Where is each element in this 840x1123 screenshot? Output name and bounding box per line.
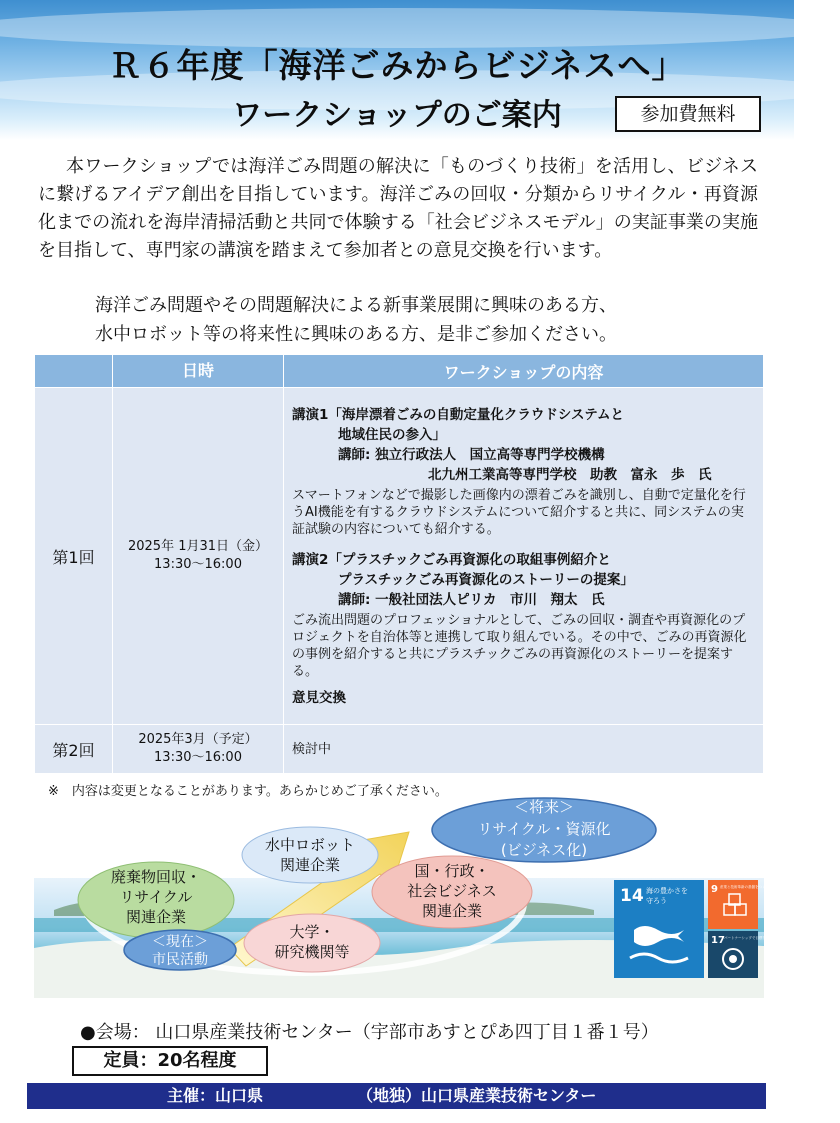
waste-text: 廃棄物回収・	[110, 868, 202, 886]
waste-text: リサイクル	[119, 888, 193, 906]
future-text: リサイクル・資源化	[477, 820, 611, 838]
page-subtitle: ワークショップのご案内	[232, 98, 562, 133]
sdg17-number: 17	[711, 935, 725, 946]
invite-line: 海洋ごみ問題やその問題解決による新事業展開に興味のある方、	[95, 295, 617, 316]
footer-bar	[27, 1083, 766, 1109]
lecture-title: プラスチックごみ再資源化のストーリーの提案」	[338, 571, 634, 588]
table-header-row	[35, 355, 764, 388]
invite-line: 水中ロボット等の将来性に興味のある方、是非ご参加ください。	[95, 324, 617, 345]
table-header-content: ワークショップの内容	[284, 355, 764, 388]
discussion-label: 意見交換	[292, 689, 346, 706]
round-date: 2025年 1月31日（金）	[127, 539, 269, 554]
round-date: 2025年3月（予定）	[138, 732, 258, 747]
table-row	[35, 388, 764, 725]
invite-text	[95, 291, 755, 349]
capacity: 定員：20名程度	[72, 1046, 268, 1076]
future-text: (ビジネス化)	[500, 841, 588, 859]
round-content	[284, 388, 764, 725]
sdg9-number: 9	[711, 884, 718, 895]
table-header-round	[35, 355, 113, 388]
lecture-description: ごみ流出問題のプロフェッショナルとして、ごみの回収・調査や再資源化のプロジェクトを自治体等と連携して取り組んでいる。その中で、ごみの再資源化の事例を紹介すると共にプラスチックごみの再資源化のストーリーを提案する。	[292, 612, 747, 679]
round-label: 第2回	[35, 725, 113, 774]
lecture-title: 講演2「プラスチックごみ再資源化の取組事例紹介と	[292, 551, 611, 568]
round-content: 検討中	[284, 725, 764, 774]
round-date-cell	[113, 388, 284, 725]
co-organizer: （地独）山口県産業技術センター	[357, 1086, 597, 1105]
gov-text: 関連企業	[421, 902, 483, 920]
sdg9-text: 産業と技術革新の基盤をつくろう	[720, 885, 773, 889]
robot-text: 水中ロボット	[264, 836, 356, 854]
intro-text	[38, 153, 758, 265]
current-text: 市民活動	[152, 952, 208, 968]
sdg17-text: パートナーシップで目標を達成しよう	[724, 936, 784, 940]
change-note: ※ 内容は変更となることがあります。あらかじめご了承ください。	[48, 784, 448, 799]
university-text: 大学・	[289, 923, 335, 941]
waste-text: 関連企業	[125, 908, 187, 926]
gov-text: 社会ビジネス	[407, 882, 497, 900]
intro-paragraph: 本ワークショップでは海洋ごみ問題の解決に「ものづくり技術」を活用し、ビジネスに繋げるアイデア創出を目指しています。海洋ごみの回収・分類からリサイクル・再資源化までの流れを海岸清掃活動と共同で体験する「社会ビジネスモデル」の実証事業の実施を目指して、専門家の講演を踏まえて参加者との意見交換を行います。	[38, 156, 758, 261]
page-title: Ｒ６年度「海洋ごみからビジネスへ」	[108, 46, 686, 85]
university-text: 研究機関等	[274, 943, 350, 961]
lecture-speaker: 講師: 一般社団法人ピリカ 市川 翔太 氏	[338, 591, 605, 608]
table-header-date: 日時	[113, 355, 284, 388]
lecture-title: 地域住民の参入」	[338, 426, 446, 443]
robot-text: 関連企業	[279, 856, 341, 874]
lecture-speaker: 北九州工業高等専門学校 助教 富永 歩 氏	[428, 466, 712, 483]
venue: ●会場： 山口県産業技術センター（宇部市あすとぴあ四丁目１番１号）	[80, 1022, 659, 1043]
gov-text: 国・行政・	[414, 862, 490, 880]
schedule-table	[34, 354, 764, 774]
fee-badge: 参加費無料	[615, 96, 761, 132]
round-date-cell	[113, 725, 284, 774]
table-row	[35, 725, 764, 774]
current-label: ＜現在＞	[152, 934, 208, 950]
lecture-speaker: 講師: 独立行政法人 国立高等専門学校機構	[338, 446, 605, 463]
sdgs-icons	[614, 880, 784, 980]
organizer: 主催：山口県	[167, 1086, 264, 1105]
round-time: 13:30～16:00	[154, 557, 242, 572]
sdg14-text: 守ろう	[646, 897, 667, 905]
lecture-description: スマートフォンなどで撮影した画像内の漂着ごみを識別し、自動で定量化を行うAI機能を有するクラウドシステムについて紹介すると共に、同システムの実証試験の内容についても紹介する。	[292, 487, 746, 537]
lecture-title: 講演1「海岸漂着ごみの自動定量化クラウドシステムと	[292, 406, 625, 423]
future-label: ＜将来＞	[513, 798, 575, 816]
sdg14-text: 海の豊かさを	[646, 887, 688, 895]
round-label: 第1回	[35, 388, 113, 725]
round-time: 13:30～16:00	[154, 750, 242, 765]
partnership-icon	[729, 955, 737, 963]
sdg14-number: 14	[620, 886, 644, 906]
